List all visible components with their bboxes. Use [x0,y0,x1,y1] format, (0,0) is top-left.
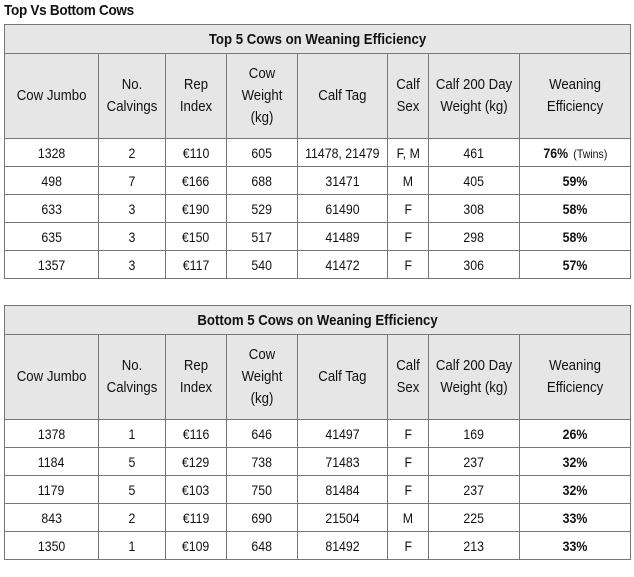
page-title: Top Vs Bottom Cows [4,2,134,19]
rep-index-cell: €117 [166,251,227,279]
weaning-efficiency-cell: 58% [520,195,631,223]
calf-sex-cell: F [388,195,429,223]
table-title: Bottom 5 Cows on Weaning Efficiency [5,306,631,335]
calf-sex-cell: F [388,532,429,560]
cow-jumbo-cell: 1378 [5,420,99,448]
calvings-cell: 2 [99,504,166,532]
cow-weight-cell: 690 [227,504,298,532]
calf-weight-cell: 306 [429,251,520,279]
header-row [5,335,631,420]
rep-index-cell: €166 [166,167,227,195]
table-row [5,139,631,167]
calf-weight-cell: 298 [429,223,520,251]
cow-weight-cell: 605 [227,139,298,167]
rep-index-cell: €116 [166,420,227,448]
cow-jumbo-cell: 1179 [5,476,99,504]
cow-weight-cell: 646 [227,420,298,448]
calvings-cell: 3 [99,195,166,223]
cow-jumbo-cell: 633 [5,195,99,223]
column-header: Calf Sex [388,335,429,420]
column-header: Weaning Efficiency [520,54,631,139]
rep-index-cell: €103 [166,476,227,504]
cow-weight-cell: 738 [227,448,298,476]
cow-weight-cell: 648 [227,532,298,560]
cow-jumbo-cell: 635 [5,223,99,251]
cow-jumbo-cell: 1350 [5,532,99,560]
weaning-efficiency-cell: 26% [520,420,631,448]
cow-jumbo-cell: 498 [5,167,99,195]
column-header: Calf Tag [298,335,388,420]
top-cows-table [4,24,631,279]
calf-weight-cell: 461 [429,139,520,167]
cow-weight-cell: 688 [227,167,298,195]
header-row [5,54,631,139]
rep-index-cell: €150 [166,223,227,251]
calf-tag-cell: 41472 [298,251,388,279]
cow-jumbo-cell: 1357 [5,251,99,279]
weaning-efficiency-cell: 58% [520,223,631,251]
calf-weight-cell: 237 [429,476,520,504]
column-header: Cow Weight (kg) [227,54,298,139]
calf-weight-cell: 237 [429,448,520,476]
calvings-cell: 2 [99,139,166,167]
rep-index-cell: €110 [166,139,227,167]
column-header: Weaning Efficiency [520,335,631,420]
calf-tag-cell: 61490 [298,195,388,223]
calvings-cell: 1 [99,532,166,560]
calf-tag-cell: 21504 [298,504,388,532]
cow-weight-cell: 517 [227,223,298,251]
cow-weight-cell: 540 [227,251,298,279]
column-header: No. Calvings [99,335,166,420]
calf-tag-cell: 31471 [298,167,388,195]
calf-sex-cell: F, M [388,139,429,167]
calf-sex-cell: M [388,167,429,195]
column-header: Cow Jumbo [5,335,99,420]
calf-tag-cell: 11478, 21479 [298,139,388,167]
weaning-efficiency-cell: 33% [520,532,631,560]
cow-jumbo-cell: 1328 [5,139,99,167]
column-header: No. Calvings [99,54,166,139]
calf-tag-cell: 81484 [298,476,388,504]
column-header: Rep Index [166,54,227,139]
weaning-efficiency-cell: 32% [520,448,631,476]
calvings-cell: 7 [99,167,166,195]
calf-tag-cell: 41489 [298,223,388,251]
table-row [5,504,631,532]
table-title: Top 5 Cows on Weaning Efficiency [5,25,631,54]
calf-weight-cell: 405 [429,167,520,195]
cow-jumbo-cell: 843 [5,504,99,532]
table-row [5,223,631,251]
calf-tag-cell: 81492 [298,532,388,560]
table-row [5,167,631,195]
weaning-efficiency-cell: 59% [520,167,631,195]
table-row [5,532,631,560]
calf-tag-cell: 71483 [298,448,388,476]
weaning-efficiency-cell: 76% (Twins) [520,139,631,167]
calvings-cell: 5 [99,448,166,476]
table-row [5,420,631,448]
column-header: Calf Sex [388,54,429,139]
table-row [5,476,631,504]
calf-sex-cell: F [388,448,429,476]
column-header: Cow Weight (kg) [227,335,298,420]
calvings-cell: 5 [99,476,166,504]
rep-index-cell: €129 [166,448,227,476]
calf-weight-cell: 213 [429,532,520,560]
calf-sex-cell: M [388,504,429,532]
table-row [5,195,631,223]
calf-weight-cell: 169 [429,420,520,448]
rep-index-cell: €190 [166,195,227,223]
cow-weight-cell: 750 [227,476,298,504]
table-row [5,251,631,279]
calf-weight-cell: 308 [429,195,520,223]
calf-sex-cell: F [388,420,429,448]
calf-tag-cell: 41497 [298,420,388,448]
weaning-efficiency-cell: 32% [520,476,631,504]
calf-sex-cell: F [388,476,429,504]
bottom-cows-table [4,305,631,560]
rep-index-cell: €119 [166,504,227,532]
calf-weight-cell: 225 [429,504,520,532]
column-header: Calf 200 Day Weight (kg) [429,335,520,420]
calvings-cell: 3 [99,251,166,279]
table-row [5,448,631,476]
column-header: Cow Jumbo [5,54,99,139]
column-header: Rep Index [166,335,227,420]
weaning-efficiency-cell: 33% [520,504,631,532]
column-header: Calf Tag [298,54,388,139]
calf-sex-cell: F [388,251,429,279]
column-header: Calf 200 Day Weight (kg) [429,54,520,139]
rep-index-cell: €109 [166,532,227,560]
cow-jumbo-cell: 1184 [5,448,99,476]
cow-weight-cell: 529 [227,195,298,223]
weaning-efficiency-cell: 57% [520,251,631,279]
calf-sex-cell: F [388,223,429,251]
twins-note: (Twins) [573,146,608,161]
calvings-cell: 3 [99,223,166,251]
calvings-cell: 1 [99,420,166,448]
